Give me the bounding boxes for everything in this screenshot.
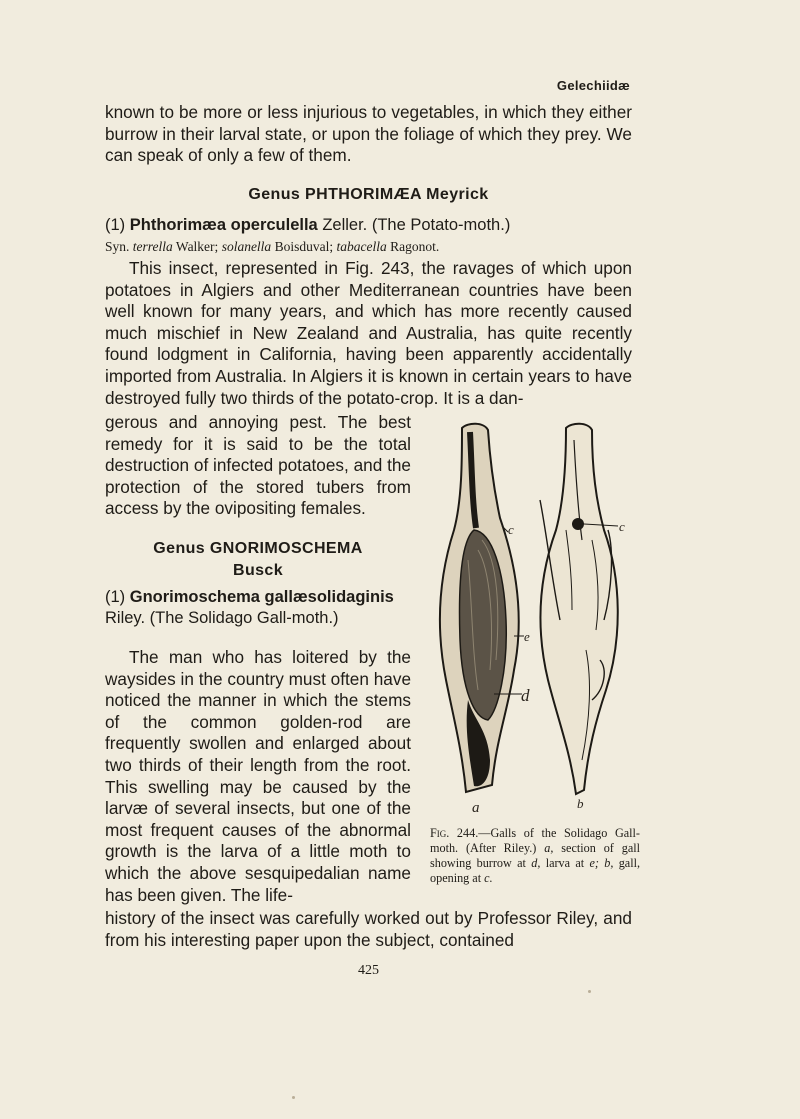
gall-moth-paragraph: The man who has loitered by the waysides in the country must often have noticed the manner in which the stems of the common golden-rod are frequently swollen and enlarged about two thirds of their length from the root. This swelling may be caused by the larvæ of several insects, but one of the most frequent causes of the abnormal growth is the larva of a little moth to which the above sesquipedalian name has been given. The life- (105, 647, 411, 905)
figure-label-b: b (577, 796, 584, 811)
caption-text: gall, opening at (430, 856, 641, 885)
species-heading-operculella (105, 216, 632, 235)
caption-key: b, (604, 856, 614, 870)
figure-label-c: c (619, 519, 625, 534)
whole-gall-drawing (540, 424, 618, 794)
caption-text: section of gall showing burrow at (430, 841, 641, 870)
species-author: Zeller. (The Potato-moth.) (322, 216, 511, 234)
genus-heading-phthorimaea: Genus PHTHORIMÆA Meyrick (248, 186, 489, 203)
gall-section-drawing (440, 424, 524, 792)
caption-text: —Galls of the Solidago Gall-moth. (After Riley.) (430, 826, 640, 855)
species-heading-gallaesolidaginis (105, 587, 411, 629)
synonymy-line (105, 239, 632, 255)
running-head: Gelechiidæ (556, 78, 630, 93)
synonymy-prefix: Syn. (105, 239, 130, 254)
figure-number: Fig. 244. (430, 826, 479, 840)
genus-heading-gnorimoschema (105, 538, 411, 582)
figure-label-d: d (521, 686, 530, 705)
species-author: Riley. (The Solidago Gall-moth.) (105, 609, 339, 627)
caption-key: e; (589, 856, 599, 870)
synonym-author: Boisduval; (274, 239, 334, 254)
synonym-author: Walker; (175, 239, 219, 254)
potato-moth-paragraph-continued: gerous and annoying pest. The best remedy for it is said to be the total destruction of infected potatoes, and the protection of the stored tubers from access by the ovipositing females. (105, 412, 411, 519)
figure-caption (430, 826, 640, 886)
synonym-name: tabacella (336, 239, 387, 254)
caption-key: c. (484, 871, 493, 885)
synonym-author: Ragonot. (390, 239, 440, 254)
figure-label-c: c (508, 522, 514, 537)
figure-label-a: a (472, 800, 480, 816)
paper-speck (588, 990, 591, 993)
caption-text: larva at (545, 856, 585, 870)
intro-paragraph: known to be more or less injurious to vegetables, in which they either burrow in their larval state, or upon the foliage of which they prey. We can speak of only a few of them. (105, 102, 632, 166)
species-name: Phthorimæa operculella (129, 216, 318, 234)
species-number: (1) (105, 216, 126, 234)
figure-label-e: e (524, 629, 530, 644)
page-number: 425 (358, 963, 379, 978)
caption-key: d, (531, 856, 541, 870)
paper-speck (292, 1096, 295, 1099)
gall-illustration (432, 420, 642, 815)
genus-heading-line: Genus GNORIMOSCHEMA (153, 540, 363, 557)
synonym-name: solanella (221, 239, 272, 254)
genus-heading-author: Busck (232, 562, 284, 579)
caption-key: a, (544, 841, 554, 855)
gall-moth-paragraph-continued: history of the insect was carefully worked out by Professor Riley, and from his interesting paper upon the subject, contained (105, 908, 632, 950)
species-name: Gnorimoschema gallæsolidaginis (129, 588, 394, 606)
potato-moth-paragraph: This insect, represented in Fig. 243, the ravages of which upon potatoes in Algiers and other Mediterranean countries have been well known for many years, and which has more recently caused much mischief in New Zealand and Australia, has quite recently found lodgment in California, having been apparently accidentally imported from Australia. In Algiers it is known in certain years to have destroyed fully two thirds of the potato-crop. It is a dan- (105, 258, 632, 408)
synonym-name: terrella (132, 239, 173, 254)
species-number: (1) (105, 588, 126, 606)
